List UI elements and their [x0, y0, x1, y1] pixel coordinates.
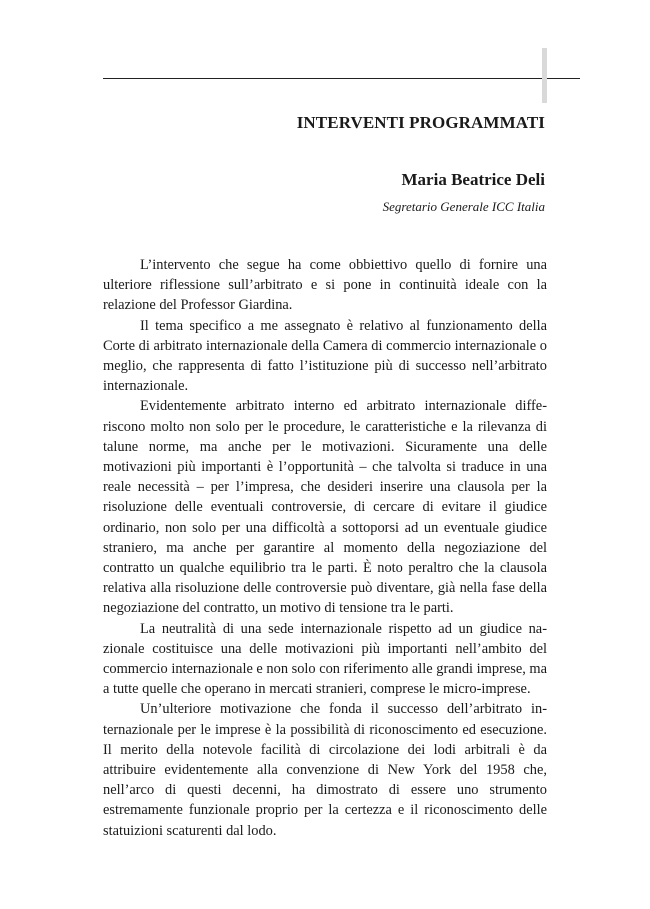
author-affiliation: Segretario Generale ICC Italia: [382, 199, 545, 214]
paragraph: L’intervento che segue ha come obbiettivo quello di fornire una ulteriore riflessione sull’arbitrato e si pone in continuità ideale con la relazione del Professor Giardina.: [103, 257, 547, 314]
body-text: [103, 255, 547, 841]
header-rule: [103, 78, 580, 79]
author-name: Maria Beatrice Deli: [401, 170, 545, 189]
paragraph: Un’ulteriore motivazione che fonda il successo dell’arbitrato internazionale per le imprese è la possibilità di riconoscimento ed esecuzione. Il merito della notevole facilità di circolazione dei lodi arbitrali è da attribuire evidentemente alla convenzione di New York del 1958 che, nell’arco di questi decenni, ha dimostrato di essere uno strumento estremamente funzionale proprio per la certezza e il riconoscimento delle statuizioni scaturenti dal lodo.: [103, 701, 547, 839]
page-edge-mark: [542, 48, 547, 103]
section-title: INTERVENTI PROGRAMMATI: [296, 113, 545, 132]
paragraph: La neutralità di una sede internazionale rispetto ad un giudice nazionale costituisce una delle motivazioni più importanti nell’ambito del commercio internazionale e non solo con riferimento alle grandi imprese, ma a tutte quelle che operano in mercati stranieri, comprese le micro-imprese.: [103, 620, 547, 698]
paragraph: Il tema specifico a me assegnato è relativo al funzionamento della Corte di arbitrato internazionale della Camera di commercio internazionale o meglio, che rappresenta di fatto l’istituzione più di successo nell’arbitrato internazionale.: [103, 317, 547, 395]
paragraph: Evidentemente arbitrato interno ed arbitrato internazionale differiscono molto non solo per le procedure, le caratteristiche e la rilevanza di talune norme, ma anche per le motivazioni. Sicuramente una delle motivazioni più importanti è l’opportunità – che talvolta si traduce in una reale necessità – per l’impresa, che desideri inserire una clausola per la risoluzione delle eventuali controversie, di cercare di evitare il giudice ordinario, non solo per una difficoltà a sottoporsi ad un eventuale giudice straniero, ma anche per garantire al momento della negoziazione del contratto un qualche equilibrio tra le parti. È noto peraltro che la clausola relativa alla risoluzione delle controversie può diventare, già nella fase della negoziazione del contratto, un motivo di tensione tra le parti.: [103, 398, 547, 617]
